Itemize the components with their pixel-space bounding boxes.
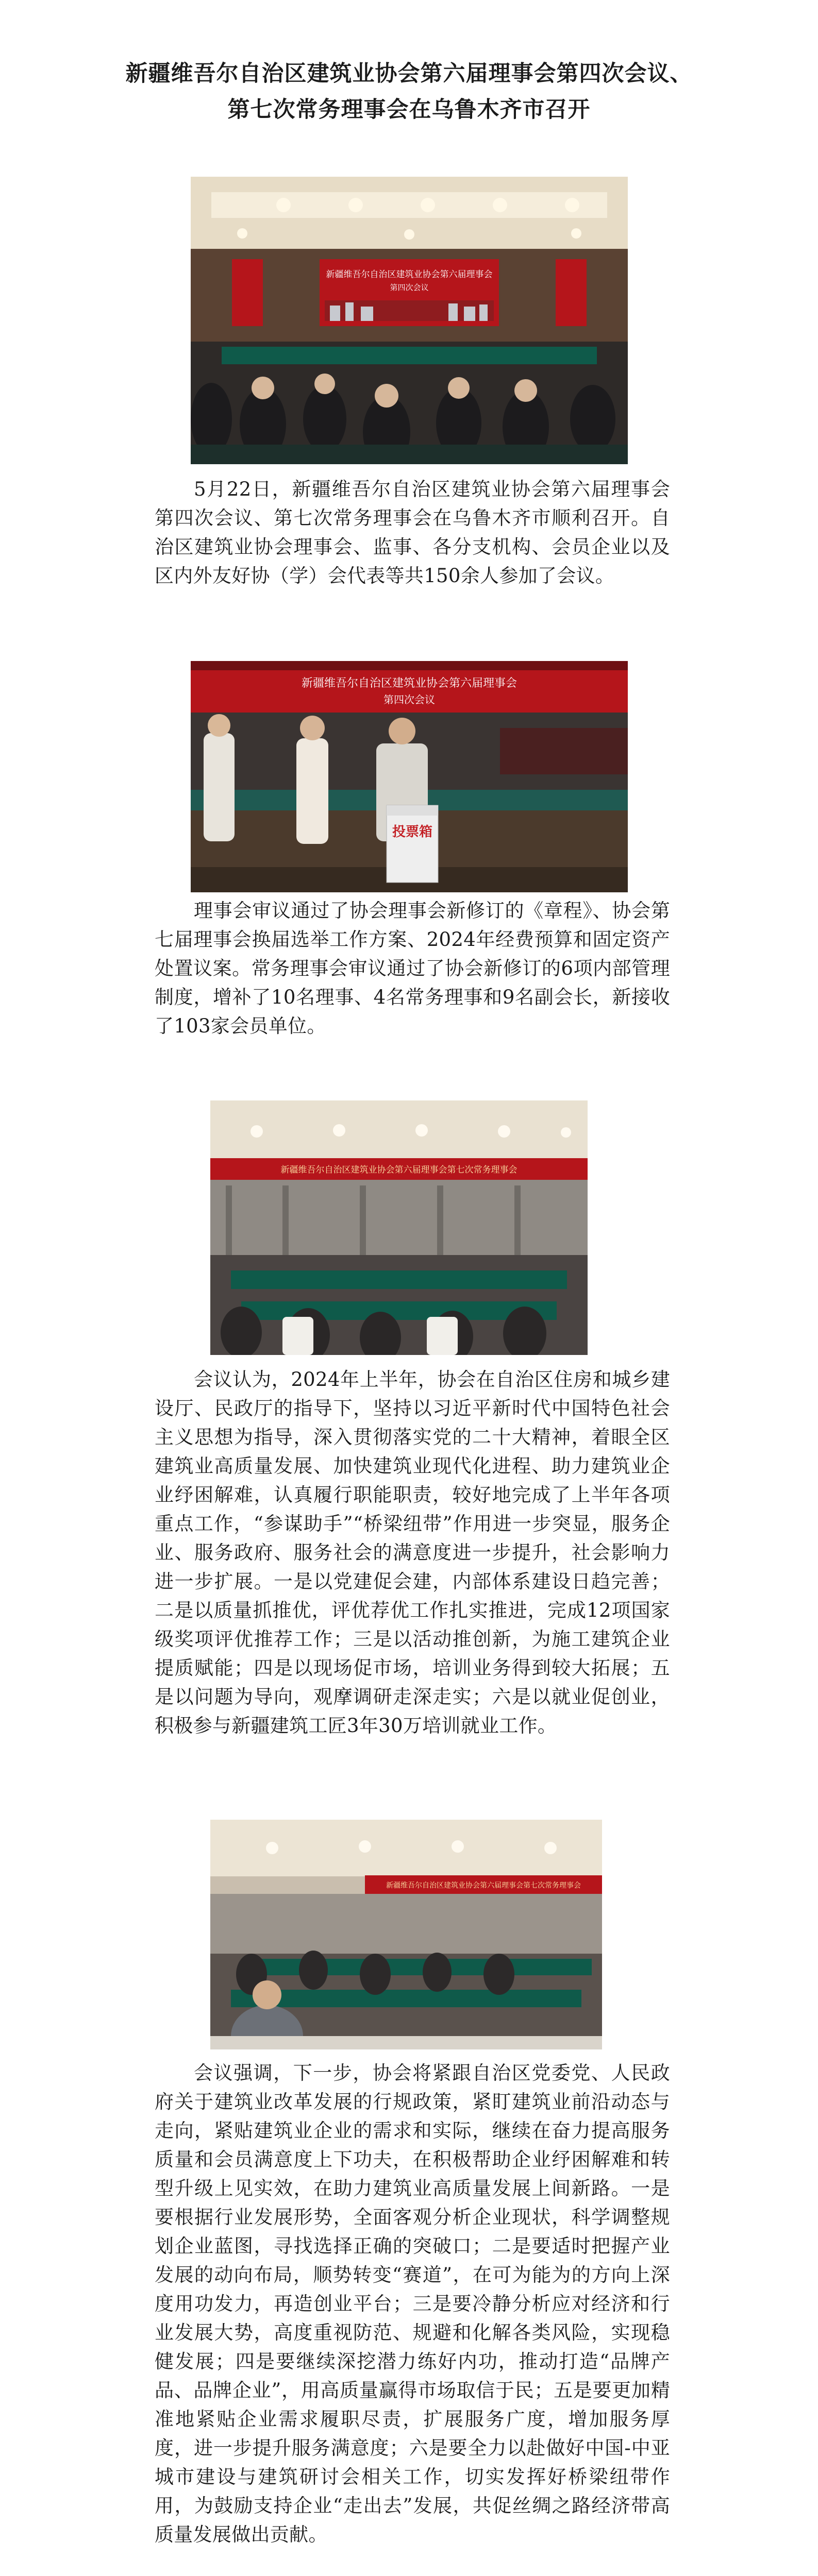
standing-committee-photo-drawing (210, 1100, 588, 1355)
article-paragraph-4: 会议强调，下一步，协会将紧跟自治区党委党、人民政府关于建筑业改革发展的行规政策，紧盯建筑业前沿动态与走向，紧贴建筑业企业的需求和实际，继续在奋力提高服务质量和会员满意度上下功夫，在积极帮助企业纾困解难和转型升级上见实效，在助力建筑业高质量发展上间新路。一是要根据行业发展形势，全面客观分析企业现状，科学调整规划企业蓝图，寻找选择正确的突破口；二是要适时把握产业发展的动向布局，顺势转变“赛道”，在可为能为的方向上深度用功发力，再造创业平台；三是要冷静分析应对经济和行业发展大势，高度重视防范、规避和化解各类风险，实现稳健发展；四是要继续深挖潜力练好内功，推动打造“品牌产品、品牌企业”，用高质量赢得市场取信于民；五是要更加精准地紧贴企业需求履职尽责，扩展服务广度，增加服务厚度，进一步提升服务满意度；六是要全力以赴做好中国-中亚城市建设与建筑研讨会相关工作，切实发挥好桥梁纽带作用，为鼓励支持企业“走出去”发展，共促丝绸之路经济带高质量发展做出贡献。 (155, 2062, 670, 2546)
attendees-photo (210, 1820, 602, 2049)
article-paragraph-3: 会议认为，2024年上半年，协会在自治区住房和城乡建设厅、民政厅的指导下，坚持以习近平新时代中国特色社会主义思想为指导，深入贯彻落实党的二十大精神，着眼全区建筑业高质量发展、加快建筑业现代化进程、助力建筑业企业纾困解难，认真履行职能职责，较好地完成了上半年各项重点工作，“参谋助手”“桥梁纽带”作用进一步突显，服务企业、服务政府、服务社会的满意度进一步提升，社会影响力进一步扩展。一是以党建促会建，内部体系建设日趋完善；二是以质量抓推优，评优荐优工作扎实推进，完成12项国家级奖项评优推荐工作；三是以活动推创新，为施工建筑企业提质赋能；四是以现场促市场，培训业务得到较大拓展；五是以问题为导向，观摩调研走深走实；六是以就业促创业，积极参与新疆建筑工匠3年30万培训就业工作。 (155, 1368, 670, 1737)
attendees-photo-drawing (210, 1820, 602, 2049)
standing-committee-photo (210, 1100, 588, 1355)
article-paragraph-2: 理事会审议通过了协会理事会新修订的《章程》、协会第七届理事会换届选举工作方案、2024年经费预算和固定资产处置议案。常务理事会审议通过了协会新修订的6项内部管理制度，增补了10名理事、4名常务理事和9名副会长，新接收了103家会员单位。 (155, 900, 670, 1037)
stage-banner-line-1: 新疆维吾尔自治区建筑业协会第六届理事会 (301, 677, 517, 690)
article-paragraph-1: 5月22日，新疆维吾尔自治区建筑业协会第六届理事会第四次会议、第七次常务理事会在乌鲁木齐市顺利召开。自治区建筑业协会理事会、监事、各分支机构、会员企业以及区内外友好协（学）会代表等共150余人参加了会议。 (155, 478, 670, 587)
title-line-1: 新疆维吾尔自治区建筑业协会第六届理事会第四次会议、 (125, 61, 693, 87)
screen-caption-line-1: 新疆维吾尔自治区建筑业协会第六届理事会 (326, 269, 493, 280)
title-line-2: 第七次常务理事会在乌鲁木齐市召开 (227, 97, 591, 123)
meeting-hall-photo (191, 177, 628, 464)
voting-photo (191, 661, 628, 892)
ballot-box-label: 投票箱 (392, 824, 433, 840)
screen-caption-line-2: 第四次会议 (390, 283, 429, 292)
hall-banner-caption: 新疆维吾尔自治区建筑业协会第六届理事会第七次常务理事会 (280, 1165, 517, 1175)
hall-banner-caption-2: 新疆维吾尔自治区建筑业协会第六届理事会第七次常务理事会 (386, 1882, 581, 1890)
voting-photo-drawing (191, 661, 628, 892)
article-title (67, 56, 751, 128)
meeting-hall-photo-drawing (191, 177, 628, 464)
stage-banner-line-2: 第四次会议 (383, 693, 435, 706)
